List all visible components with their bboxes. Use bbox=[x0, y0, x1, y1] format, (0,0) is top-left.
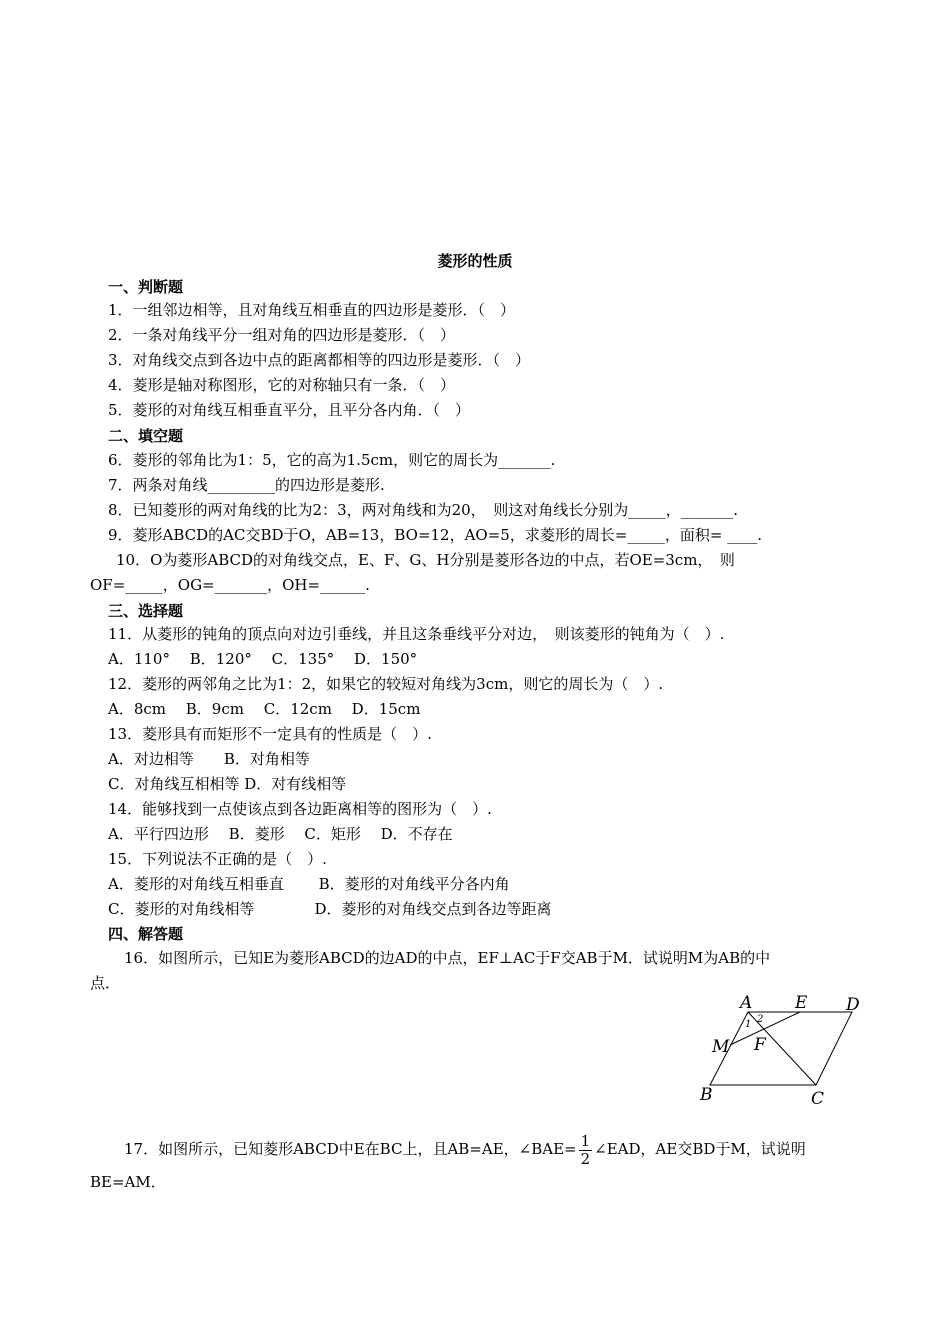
question-15-options-cd: C．菱形的对角线相等 D．菱形的对角线交点到各边等距离 bbox=[108, 900, 552, 918]
question-12: 12．菱形的两邻角之比为1：2，如果它的较短对角线为3cm，则它的周长为（ ）. bbox=[108, 675, 664, 693]
question-17-continued: BE=AM． bbox=[90, 1173, 166, 1191]
question-11: 11．从菱形的钝角的顶点向对边引垂线，并且这条垂线平分对边， 则该菱形的钝角为（ ）. bbox=[108, 625, 725, 643]
question-17-text-after: ∠EAD，AE交BD于M，试说明 bbox=[594, 1140, 806, 1158]
angle-1-label: 1 bbox=[745, 1019, 752, 1030]
page-title: 菱形的性质 bbox=[437, 252, 513, 270]
question-13-options-cd: C．对角线互相相等 D．对有线相等 bbox=[108, 775, 347, 793]
question-15: 15．下列说法不正确的是（ ）. bbox=[108, 850, 327, 868]
label-c: C bbox=[811, 1089, 825, 1109]
label-a: A bbox=[740, 993, 753, 1013]
rhombus-figure bbox=[690, 990, 870, 1110]
question-13: 13．菱形具有而矩形不一定具有的性质是（ ）. bbox=[108, 725, 432, 743]
fraction-denominator: 2 bbox=[580, 1149, 591, 1168]
fraction-one-half bbox=[579, 1133, 593, 1168]
question-17-text-before: 17．如图所示，已知菱形ABCD中E在BC上，且AB=AE，∠BAE= bbox=[124, 1140, 577, 1158]
question-4: 4．菱形是轴对称图形，它的对称轴只有一条．（ ） bbox=[108, 376, 456, 394]
label-d: D bbox=[846, 995, 860, 1015]
section-judge-heading: 一、判断题 bbox=[108, 278, 184, 296]
question-7: 7．两条对角线_________的四边形是菱形. bbox=[108, 476, 385, 494]
question-14-options: A．平行四边形 B．菱形 C．矩形 D．不存在 bbox=[108, 825, 453, 843]
question-8: 8．已知菱形的两对角线的比为2：3，两对角线和为20， 则这对角线长分别为_____，_______. bbox=[108, 501, 738, 519]
question-10-continued: OF=_____，OG=_______，OH=______. bbox=[90, 576, 370, 594]
angle-2-label: 2 bbox=[757, 1014, 764, 1025]
section-answer-heading: 四、解答题 bbox=[108, 925, 184, 943]
question-16: 16．如图所示，已知E为菱形ABCD的边AD的中点，EF⊥AC于F交AB于M．试说明M为AB的中 bbox=[124, 949, 771, 967]
question-16-continued: 点． bbox=[90, 974, 121, 992]
section-fill-heading: 二、填空题 bbox=[108, 427, 184, 445]
fraction-numerator: 1 bbox=[580, 1131, 591, 1150]
rhombus-outline bbox=[710, 1012, 852, 1085]
question-9: 9．菱形ABCD的AC交BD于O，AB=13，BO=12，AO=5，求菱形的周长=_____，面积= ____. bbox=[108, 526, 763, 544]
question-6: 6．菱形的邻角比为1：5，它的高为1.5cm，则它的周长为_______. bbox=[108, 451, 556, 469]
question-10: 10．O为菱形ABCD的对角线交点，E、F、G、H分别是菱形各边的中点，若OE=3cm， 则 bbox=[116, 551, 735, 569]
rhombus-diagram bbox=[690, 990, 870, 1110]
question-17 bbox=[124, 1132, 806, 1168]
question-1: 1．一组邻边相等，且对角线互相垂直的四边形是菱形．（ ） bbox=[108, 301, 516, 319]
label-f: F bbox=[754, 1035, 766, 1055]
question-15-options-ab: A．菱形的对角线互相垂直 B．菱形的对角线平分各内角 bbox=[108, 875, 510, 893]
label-b: B bbox=[700, 1085, 713, 1105]
section-choice-heading: 三、选择题 bbox=[108, 602, 184, 620]
label-m: M bbox=[712, 1037, 730, 1057]
question-2: 2．一条对角线平分一组对角的四边形是菱形．（ ） bbox=[108, 326, 456, 344]
question-12-options: A．8cm B．9cm C．12cm D．15cm bbox=[108, 700, 421, 718]
question-5: 5．菱形的对角线互相垂直平分，且平分各内角．（ ） bbox=[108, 401, 471, 419]
question-3: 3．对角线交点到各边中点的距离都相等的四边形是菱形．（ ） bbox=[108, 351, 531, 369]
label-e: E bbox=[795, 993, 808, 1013]
question-14: 14．能够找到一点使该点到各边距离相等的图形为（ ）. bbox=[108, 800, 492, 818]
question-11-options: A．110° B．120° C．135° D．150° bbox=[108, 650, 418, 668]
question-13-options-ab: A．对边相等 B．对角相等 bbox=[108, 750, 310, 768]
